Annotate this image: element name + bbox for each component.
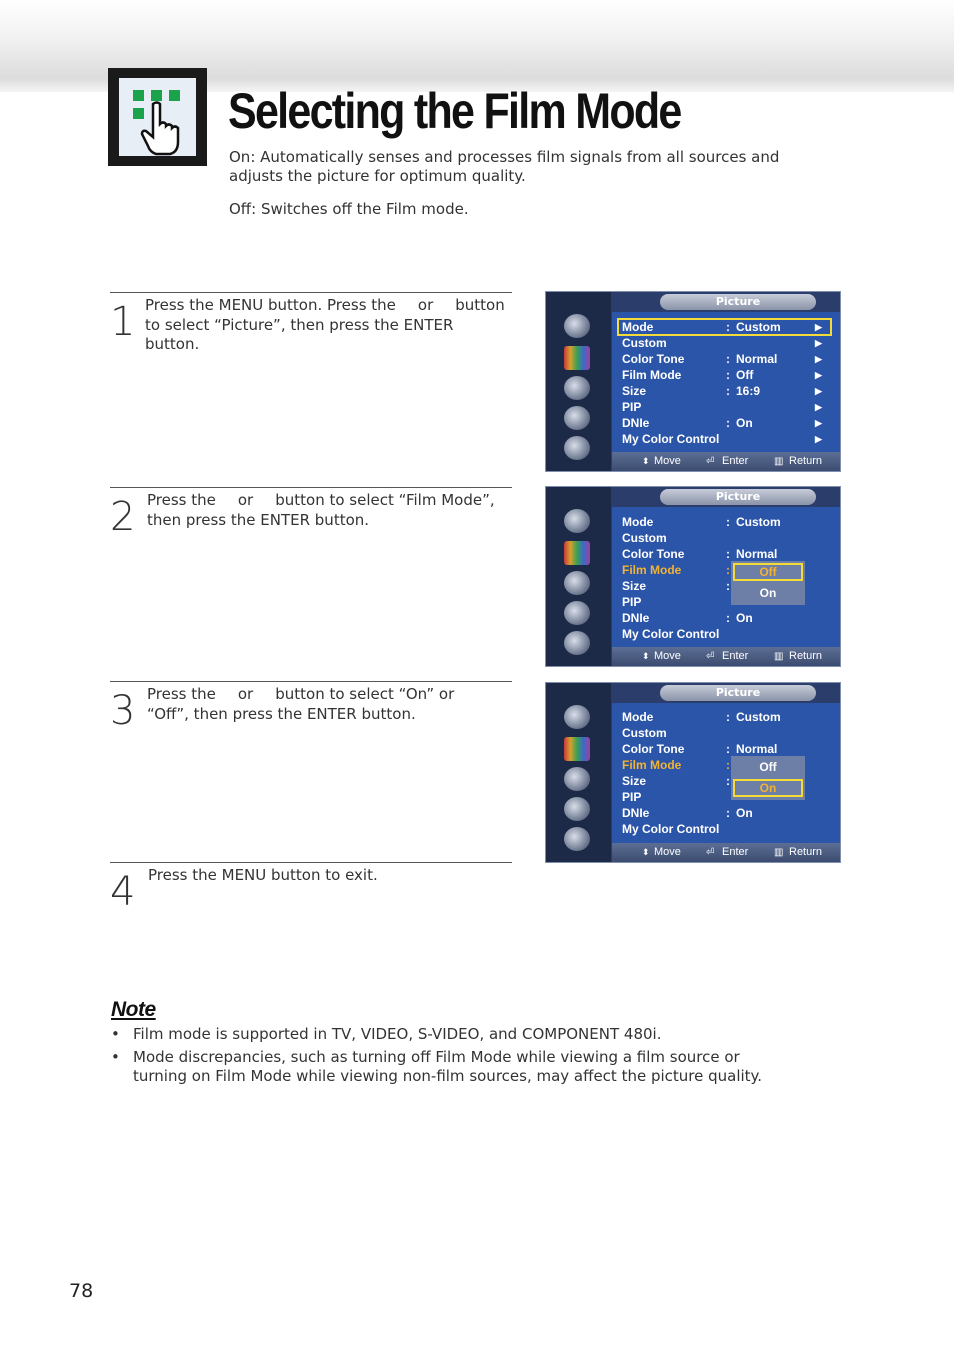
footer-move-label: Move <box>654 455 681 467</box>
enter-icon: ⏎ <box>706 847 715 858</box>
move-arrows-icon: ⬍ <box>642 847 650 857</box>
option-off[interactable]: Off <box>759 760 777 774</box>
row-colon: : <box>726 579 730 593</box>
osd-screen-step-1 <box>545 291 841 472</box>
row-label: DNIe <box>622 611 650 625</box>
footer-move-label: Move <box>654 846 681 858</box>
right-arrow-icon: ▶ <box>815 418 822 428</box>
logo-background <box>119 78 196 156</box>
menu-row-color-tone[interactable] <box>622 546 836 562</box>
bullet-icon: • <box>111 1025 120 1043</box>
menu-row-color-tone[interactable] <box>622 741 836 757</box>
menu-row-pip[interactable] <box>622 399 836 415</box>
note-item: Film mode is supported in TV, VIDEO, S-VIDEO, and COMPONENT 480i. <box>133 1025 662 1043</box>
row-colon: : <box>726 368 730 382</box>
row-value: Normal <box>736 742 778 756</box>
row-value: On <box>736 806 753 820</box>
step-text-part: button to select “On” or “Off”, then press the ENTER button. <box>147 685 455 723</box>
osd-footer <box>612 843 840 862</box>
row-colon: : <box>726 611 730 625</box>
row-label: Custom <box>622 726 667 740</box>
menu-row-dnie[interactable] <box>622 610 836 626</box>
step-text-part: or <box>417 296 434 314</box>
setup-icon <box>564 827 590 851</box>
row-colon: : <box>726 547 730 561</box>
row-label: My Color Control <box>622 432 720 446</box>
row-label: My Color Control <box>622 822 720 836</box>
menu-row-mode[interactable] <box>622 709 836 725</box>
right-arrow-icon: ▶ <box>815 386 822 396</box>
footer-return-label: Return <box>789 650 823 662</box>
osd-footer <box>612 452 840 471</box>
step-1-text <box>145 296 505 355</box>
step-divider <box>110 862 512 863</box>
osd-header: Picture <box>660 685 816 701</box>
row-label: Color Tone <box>622 547 685 561</box>
sound-icon <box>564 571 590 595</box>
osd-screen-step-2 <box>545 486 841 667</box>
row-colon: : <box>726 742 730 756</box>
row-label: Size <box>622 579 647 593</box>
step-2-text <box>147 491 509 530</box>
footer-return-label: Return <box>789 455 823 467</box>
channel-icon <box>564 406 590 430</box>
intro-on-description: On: Automatically senses and processes film signals from all sources and adjusts the picture for optimum quality. <box>229 148 780 185</box>
bullet-icon: • <box>111 1048 120 1066</box>
menu-row-size[interactable] <box>622 383 836 399</box>
input-icon <box>564 705 590 729</box>
menu-row-dnie[interactable] <box>622 415 836 431</box>
row-label: Film Mode <box>622 758 682 772</box>
row-value: On <box>736 611 753 625</box>
footer-move-label: Move <box>654 650 681 662</box>
sound-icon <box>564 376 590 400</box>
row-colon: : <box>726 563 730 577</box>
row-colon: : <box>726 774 730 788</box>
row-label: My Color Control <box>622 627 720 641</box>
return-icon: ▥ <box>774 651 784 662</box>
footer-enter-label: Enter <box>722 650 749 662</box>
row-value: Custom <box>736 320 781 334</box>
return-icon: ▥ <box>774 847 784 858</box>
row-label: Color Tone <box>622 352 685 366</box>
step-text-part: button to select “Film Mode”, then press the ENTER button. <box>147 491 495 529</box>
row-value: Normal <box>736 547 778 561</box>
option-on[interactable]: On <box>759 586 777 600</box>
step-number: 1 <box>110 299 136 345</box>
row-label: Film Mode <box>622 368 682 382</box>
step-divider <box>110 487 512 488</box>
row-colon: : <box>726 384 730 398</box>
option-off[interactable]: Off <box>733 563 803 581</box>
setup-icon <box>564 436 590 460</box>
menu-row-film-mode[interactable] <box>622 367 836 383</box>
enter-icon: ⏎ <box>706 651 715 662</box>
osd-footer <box>612 647 840 666</box>
osd-icon-column <box>546 683 611 863</box>
channel-icon <box>564 601 590 625</box>
picture-icon <box>564 541 590 565</box>
row-label: DNIe <box>622 806 650 820</box>
right-arrow-icon: ▶ <box>815 434 822 444</box>
note-item: Mode discrepancies, such as turning off Film Mode while viewing a film source or turning on Film Mode while viewing non-film sources, may affect the picture quality. <box>133 1048 763 1085</box>
footer-enter-label: Enter <box>722 846 749 858</box>
row-label: Custom <box>622 531 667 545</box>
step-divider <box>110 681 512 682</box>
step-text-part: or <box>237 491 254 509</box>
row-label: PIP <box>622 790 642 804</box>
osd-icon-column <box>546 487 611 667</box>
menu-row-dnie[interactable] <box>622 805 836 821</box>
row-colon: : <box>726 710 730 724</box>
menu-row-custom[interactable] <box>622 725 836 741</box>
row-value: Off <box>736 368 754 382</box>
step-text-part: Press the <box>147 491 216 509</box>
row-colon: : <box>726 758 730 772</box>
osd-icon-column <box>546 292 611 472</box>
row-value: Custom <box>736 515 781 529</box>
sound-icon <box>564 767 590 791</box>
row-colon: : <box>726 320 730 334</box>
row-colon: : <box>726 352 730 366</box>
step-number: 2 <box>110 494 136 540</box>
menu-row-mode[interactable] <box>622 319 836 335</box>
step-divider <box>110 292 512 293</box>
menu-row-my-color-control[interactable] <box>622 626 836 642</box>
right-arrow-icon: ▶ <box>815 322 822 332</box>
osd-header: Picture <box>660 489 816 505</box>
move-arrows-icon: ⬍ <box>642 651 650 661</box>
return-icon: ▥ <box>774 456 784 467</box>
move-arrows-icon: ⬍ <box>642 456 650 466</box>
input-icon <box>564 314 590 338</box>
menu-row-my-color-control[interactable] <box>622 821 836 837</box>
enter-icon: ⏎ <box>706 456 715 467</box>
row-value: Custom <box>736 710 781 724</box>
step-text-part: Press the MENU button. Press the <box>145 296 396 314</box>
row-label: Size <box>622 384 647 398</box>
right-arrow-icon: ▶ <box>815 402 822 412</box>
row-label: DNIe <box>622 416 650 430</box>
row-label: PIP <box>622 595 642 609</box>
footer-enter-label: Enter <box>722 455 749 467</box>
osd-header: Picture <box>660 294 816 310</box>
right-arrow-icon: ▶ <box>815 354 822 364</box>
row-label: Custom <box>622 336 667 350</box>
row-value: 16:9 <box>736 384 761 398</box>
page-title: Selecting the Film Mode <box>228 83 681 139</box>
page-number: 78 <box>69 1280 94 1302</box>
footer-return-label: Return <box>789 846 823 858</box>
row-label: Size <box>622 774 647 788</box>
right-arrow-icon: ▶ <box>815 338 822 348</box>
row-colon: : <box>726 515 730 529</box>
row-colon: : <box>726 416 730 430</box>
step-3-text <box>147 685 492 724</box>
row-label: Mode <box>622 320 654 334</box>
pointing-hand-logo <box>108 68 207 166</box>
row-label: Film Mode <box>622 563 682 577</box>
row-label: Mode <box>622 710 654 724</box>
menu-row-custom[interactable] <box>622 530 836 546</box>
step-text-part: Press the <box>147 685 216 703</box>
step-text-part: or <box>237 685 254 703</box>
menu-row-my-color-control[interactable] <box>622 431 836 447</box>
row-label: PIP <box>622 400 642 414</box>
picture-icon <box>564 346 590 370</box>
film-mode-options <box>731 756 805 800</box>
right-arrow-icon: ▶ <box>815 370 822 380</box>
picture-icon <box>564 737 590 761</box>
intro-off-description: Off: Switches off the Film mode. <box>229 200 469 218</box>
hand-icon <box>137 100 189 156</box>
step-number: 4 <box>110 869 136 915</box>
menu-row-color-tone[interactable] <box>622 351 836 367</box>
option-on[interactable]: On <box>733 779 803 797</box>
input-icon <box>564 509 590 533</box>
menu-row-mode[interactable] <box>622 514 836 530</box>
row-value: Normal <box>736 352 778 366</box>
row-label: Color Tone <box>622 742 685 756</box>
row-label: Mode <box>622 515 654 529</box>
step-4-text: Press the MENU button to exit. <box>148 866 378 884</box>
film-mode-options <box>731 561 805 605</box>
row-value: On <box>736 416 753 430</box>
step-number: 3 <box>110 688 136 734</box>
osd-screen-step-3 <box>545 682 841 863</box>
menu-row-custom[interactable] <box>622 335 836 351</box>
note-heading: Note <box>111 998 156 1021</box>
setup-icon <box>564 631 590 655</box>
step-text-part: button to select “Picture”, then press the ENTER button. <box>145 296 505 353</box>
channel-icon <box>564 797 590 821</box>
row-colon: : <box>726 806 730 820</box>
